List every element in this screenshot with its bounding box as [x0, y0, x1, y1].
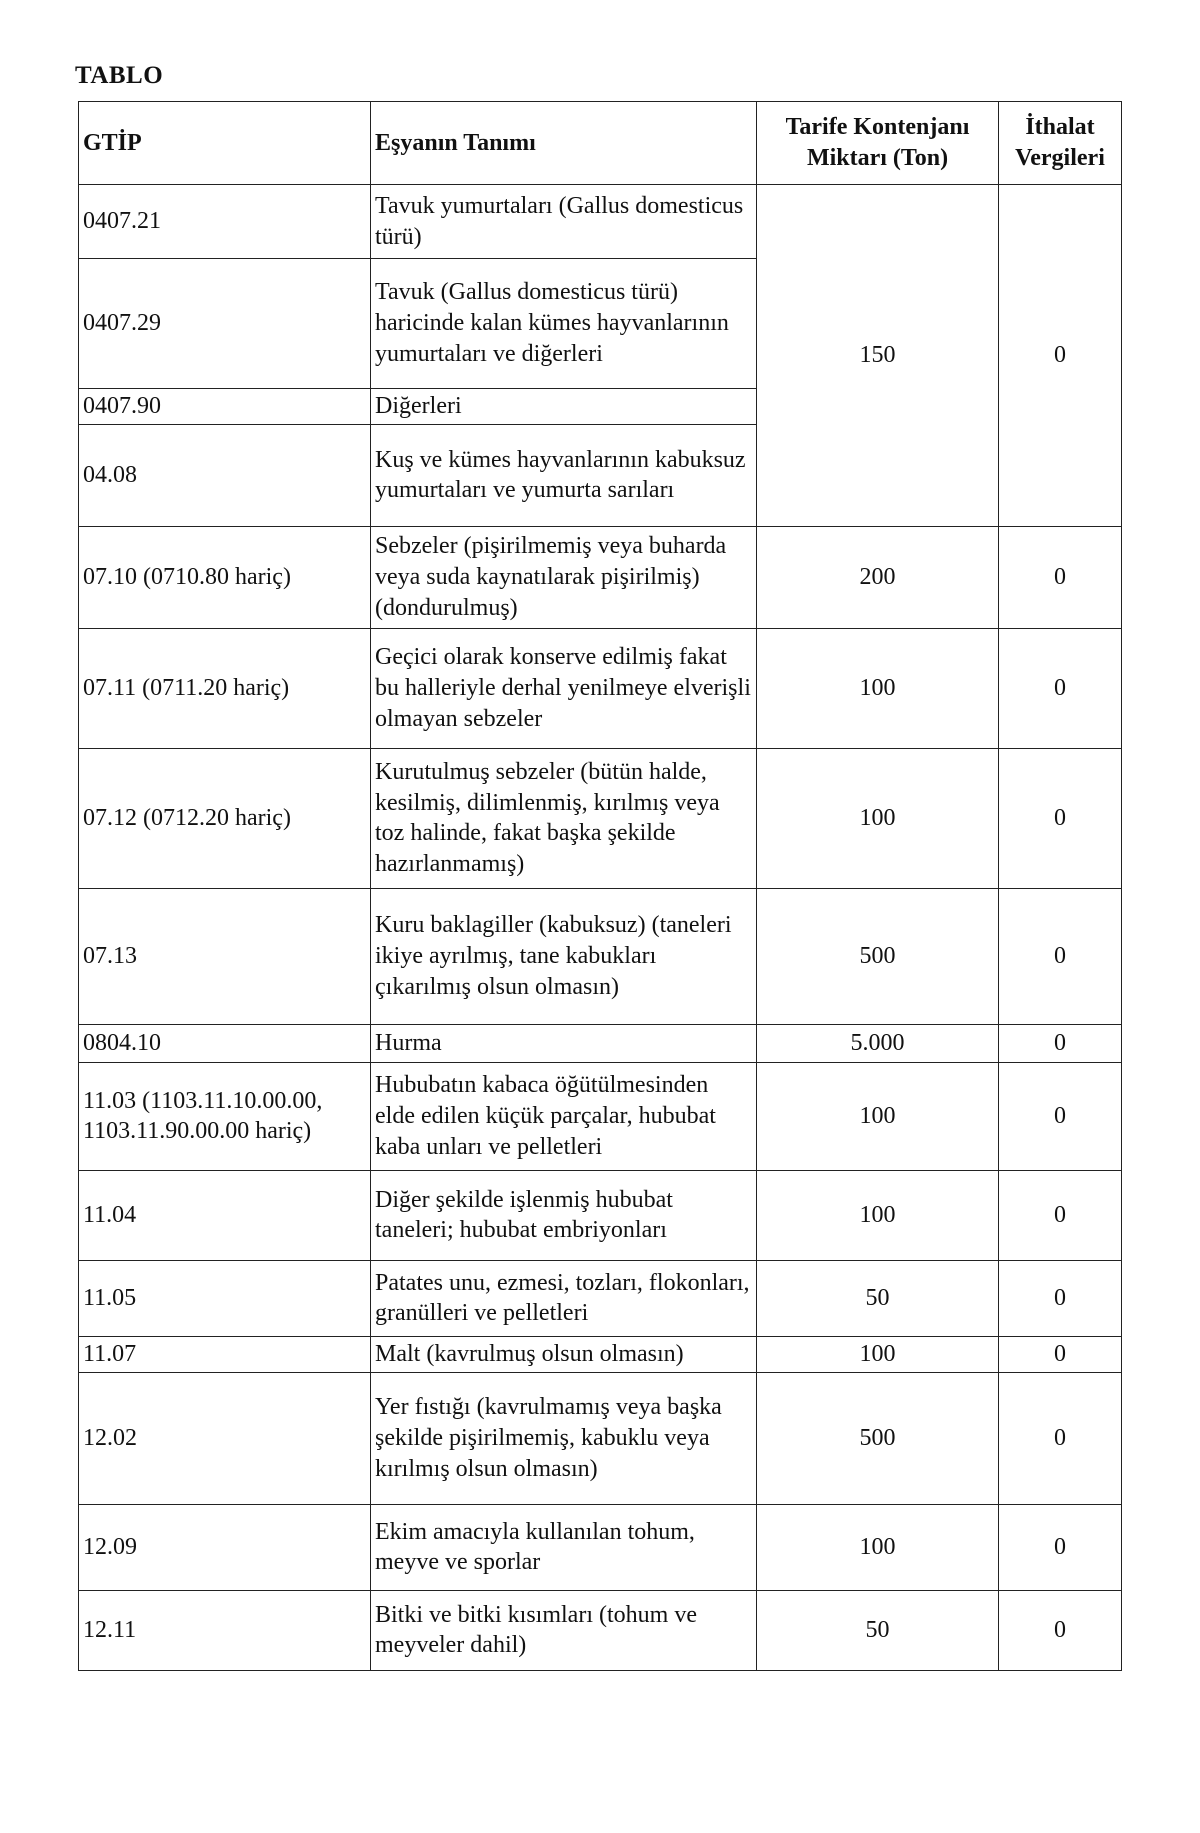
table-row	[79, 1504, 1122, 1590]
tariff-quota-table	[78, 101, 1122, 1671]
duty-cell: 0	[999, 1372, 1122, 1504]
table-row	[79, 1260, 1122, 1336]
gtip-cell: 07.11 (0711.20 hariç)	[79, 628, 371, 748]
duty-cell: 0	[999, 748, 1122, 888]
duty-cell: 0	[999, 628, 1122, 748]
quota-cell: 100	[757, 1170, 999, 1260]
table-row	[79, 185, 1122, 259]
quota-cell: 100	[757, 1062, 999, 1170]
gtip-cell: 04.08	[79, 424, 371, 526]
table-row	[79, 748, 1122, 888]
description-cell: Tavuk yumurtaları (Gallus domesticus türü)	[371, 185, 757, 259]
description-cell: Kuru baklagiller (kabuksuz) (taneleri ikiye ayrılmış, tane kabukları çıkarılmış olsun olmasın)	[371, 888, 757, 1024]
table-row	[79, 1590, 1122, 1670]
duty-cell: 0	[999, 1504, 1122, 1590]
duty-cell: 0	[999, 1336, 1122, 1372]
duty-cell: 0	[999, 1024, 1122, 1062]
quota-cell-group: 150	[757, 185, 999, 527]
header-gtip: GTİP	[79, 102, 371, 185]
quota-cell: 5.000	[757, 1024, 999, 1062]
table-row	[79, 628, 1122, 748]
header-description: Eşyanın Tanımı	[371, 102, 757, 185]
header-quota: Tarife Kontenjanı Miktarı (Ton)	[757, 102, 999, 185]
table-row	[79, 1024, 1122, 1062]
page-title: TABLO	[75, 62, 164, 89]
duty-cell: 0	[999, 1170, 1122, 1260]
description-cell: Sebzeler (pişirilmemiş veya buharda veya suda kaynatılarak pişirilmiş) (dondurulmuş)	[371, 526, 757, 628]
table-row	[79, 526, 1122, 628]
header-duty: İthalat Vergileri	[999, 102, 1122, 185]
duty-cell: 0	[999, 1590, 1122, 1670]
gtip-cell: 0407.29	[79, 259, 371, 389]
quota-cell: 50	[757, 1590, 999, 1670]
gtip-cell: 11.05	[79, 1260, 371, 1336]
quota-cell: 100	[757, 748, 999, 888]
gtip-cell: 07.13	[79, 888, 371, 1024]
gtip-cell: 11.03 (1103.11.10.00.00, 1103.11.90.00.00 hariç)	[79, 1062, 371, 1170]
table-row	[79, 1336, 1122, 1372]
description-cell: Geçici olarak konserve edilmiş fakat bu halleriyle derhal yenilmeye elverişli olmayan sebzeler	[371, 628, 757, 748]
description-cell: Kurutulmuş sebzeler (bütün halde, kesilmiş, dilimlenmiş, kırılmış veya toz halinde, fakat başka şekilde hazırlanmamış)	[371, 748, 757, 888]
gtip-cell: 11.07	[79, 1336, 371, 1372]
description-cell: Hububatın kabaca öğütülmesinden elde edilen küçük parçalar, hububat kaba unları ve pelletleri	[371, 1062, 757, 1170]
gtip-cell: 0804.10	[79, 1024, 371, 1062]
duty-cell: 0	[999, 1260, 1122, 1336]
table-row	[79, 1372, 1122, 1504]
duty-cell: 0	[999, 888, 1122, 1024]
gtip-cell: 12.02	[79, 1372, 371, 1504]
description-cell: Hurma	[371, 1024, 757, 1062]
description-cell: Patates unu, ezmesi, tozları, flokonları, granülleri ve pelletleri	[371, 1260, 757, 1336]
description-cell: Bitki ve bitki kısımları (tohum ve meyveler dahil)	[371, 1590, 757, 1670]
description-cell: Yer fıstığı (kavrulmamış veya başka şekilde pişirilmemiş, kabuklu veya kırılmış olsun olmasın)	[371, 1372, 757, 1504]
table-row	[79, 888, 1122, 1024]
description-cell: Diğer şekilde işlenmiş hububat taneleri; hububat embriyonları	[371, 1170, 757, 1260]
quota-cell: 50	[757, 1260, 999, 1336]
gtip-cell: 0407.90	[79, 389, 371, 425]
gtip-cell: 07.12 (0712.20 hariç)	[79, 748, 371, 888]
description-cell: Tavuk (Gallus domesticus türü) haricinde kalan kümes hayvanlarının yumurtaları ve diğerleri	[371, 259, 757, 389]
gtip-cell: 12.11	[79, 1590, 371, 1670]
description-cell: Diğerleri	[371, 389, 757, 425]
duty-cell: 0	[999, 526, 1122, 628]
quota-cell: 100	[757, 1504, 999, 1590]
quota-cell: 500	[757, 1372, 999, 1504]
description-cell: Malt (kavrulmuş olsun olmasın)	[371, 1336, 757, 1372]
gtip-cell: 07.10 (0710.80 hariç)	[79, 526, 371, 628]
duty-cell: 0	[999, 1062, 1122, 1170]
gtip-cell: 11.04	[79, 1170, 371, 1260]
quota-cell: 100	[757, 1336, 999, 1372]
quota-cell: 500	[757, 888, 999, 1024]
gtip-cell: 12.09	[79, 1504, 371, 1590]
description-cell: Kuş ve kümes hayvanlarının kabuksuz yumurtaları ve yumurta sarıları	[371, 424, 757, 526]
gtip-cell: 0407.21	[79, 185, 371, 259]
duty-cell-group: 0	[999, 185, 1122, 527]
table-row	[79, 1170, 1122, 1260]
table-header-row	[79, 102, 1122, 185]
quota-cell: 100	[757, 628, 999, 748]
description-cell: Ekim amacıyla kullanılan tohum, meyve ve sporlar	[371, 1504, 757, 1590]
table-row	[79, 1062, 1122, 1170]
quota-cell: 200	[757, 526, 999, 628]
